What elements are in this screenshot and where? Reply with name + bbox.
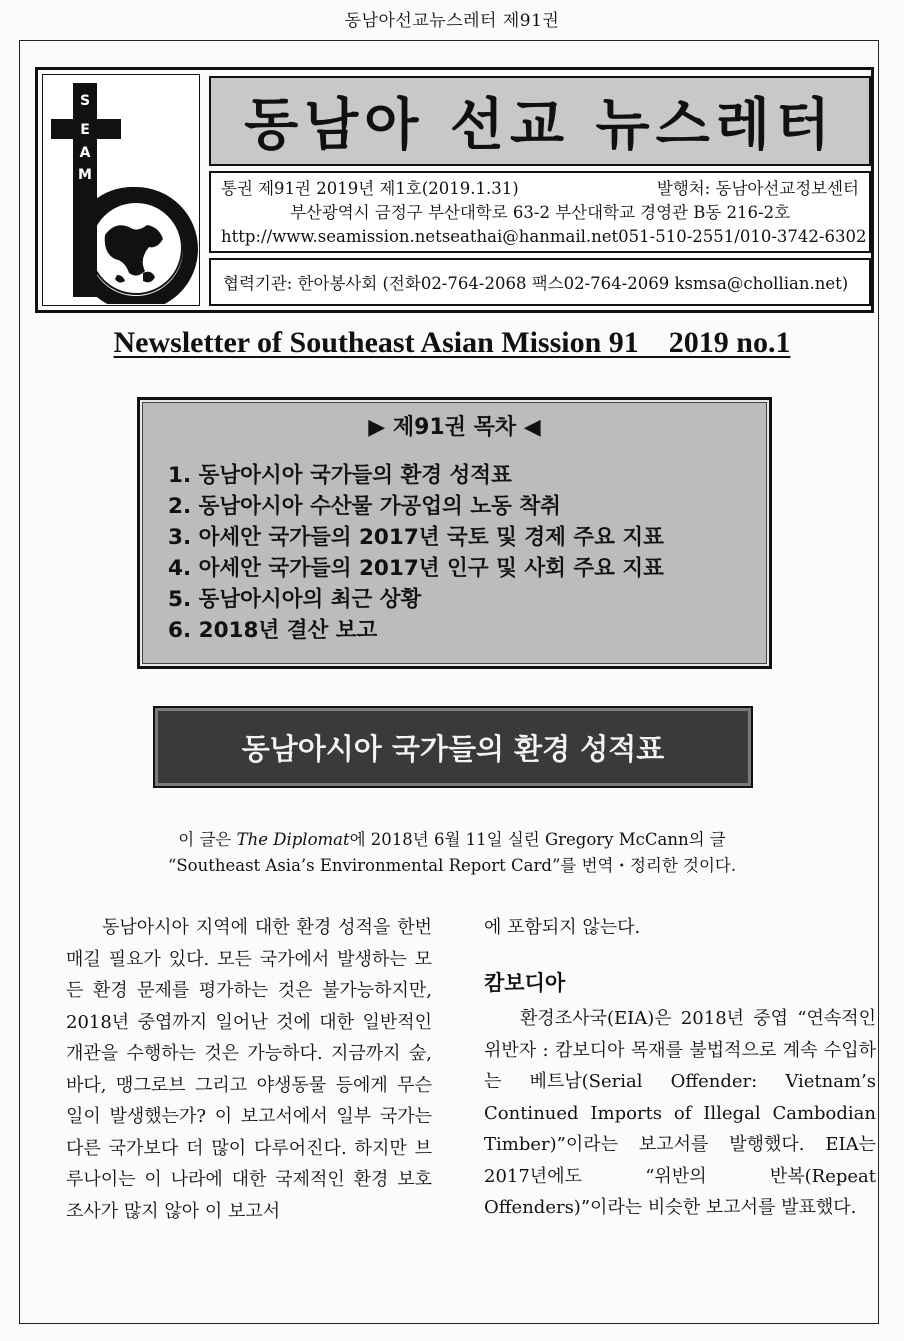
address: 부산광역시 금정구 부산대학로 63-2 부산대학교 경영관 B동 216-2호 [289, 203, 791, 222]
newsletter-title-english [0, 326, 904, 360]
email-link[interactable]: seathai@hanmail.net [441, 227, 619, 246]
intro-line-1 [0, 826, 904, 850]
toc-heading: ▶ 제91권 목차 ◀ [368, 415, 541, 440]
masthead [35, 67, 874, 313]
partner-info [209, 258, 871, 306]
toc-item: 3. 아세안 국가들의 2017년 국토 및 경제 주요 지표 [168, 525, 664, 550]
running-head: 동남아선교뉴스레터 제91권 [344, 11, 560, 31]
newsletter-title-korean: 동남아 선교 뉴스레터 [244, 93, 836, 158]
seam-logo [42, 74, 200, 306]
body-paragraph: 동남아시아 지역에 대한 환경 성적을 한번 매길 필요가 있다. 모든 국가에서 발생하는 모든 환경 문제를 평가하는 것은 불가능하지만, 2018년 중엽까지 일어난 것에 대한 일반적인 개관을 수행하는 것은 가능하다. 지금까지 숲, 바다, 맹그로브 그리고 야생동물 등에게 무슨 일이 발생했는가? 이 보고서에서 일부 국가는 다른 국가보다 더 많이 다루어진다. 하지만 브루나이는 이 나라에 대한 국제적인 환경 보호 조사가 많지 않아 이 보고서 [66, 917, 432, 1222]
intro-journal: The Diplomat [236, 830, 350, 849]
body-column-left [66, 912, 432, 1227]
toc-item: 5. 동남아시아의 최근 상황 [168, 587, 422, 612]
intro-suffix: 에 2018년 6월 11일 실린 Gregory McCann의 글 [349, 830, 726, 849]
toc-item: 1. 동남아시아 국가들의 환경 성적표 [168, 463, 512, 488]
toc-list [168, 460, 664, 646]
issue-info: 통권 제91권 2019년 제1호(2019.1.31) [221, 179, 519, 198]
section-banner [153, 706, 753, 788]
logo-letter-m: M [78, 167, 92, 183]
masthead-title-box [209, 76, 871, 166]
logo-letter-e: E [80, 122, 90, 138]
intro-line-2: “Southeast Asia’s Environmental Report Card”를 번역・정리한 것이다. [167, 856, 737, 875]
toc-item: 2. 동남아시아 수산물 가공업의 노동 착취 [168, 494, 561, 519]
cambodia-heading: 캄보디아 [484, 970, 566, 995]
intro-prefix: 이 글은 [178, 830, 237, 849]
toc-item: 4. 아세안 국가들의 2017년 인구 및 사회 주요 지표 [168, 556, 664, 581]
cambodia-paragraph: 환경조사국(EIA)은 2018년 중엽 “연속적인 위반자 : 캄보디아 목재를 불법적으로 계속 수입하는 베트남(Serial Offender: Vietnam’s Continued Imports of Illegal Cambodian Timber)”이라는 보고서를 발행했다. EIA는 2017년에도 “위반의 반복(Repeat Offenders)”이라는 비슷한 보고서를 발표했다. [484, 1008, 876, 1218]
table-of-contents [137, 397, 772, 669]
newsletter-title-english-text: Newsletter of Southeast Asian Mission 91 2019 no.1 [113, 326, 791, 359]
logo-letter-s: S [79, 93, 91, 109]
website-link[interactable]: http://www.seamission.net [221, 227, 442, 246]
toc-item: 6. 2018년 결산 보고 [168, 618, 378, 643]
body-column-right [484, 912, 876, 1224]
publication-info [209, 171, 871, 253]
phone-numbers: 051-510-2551/010-3742-6302 [618, 227, 867, 246]
seam-logo-icon [43, 75, 198, 304]
logo-letter-a: A [79, 145, 91, 161]
body-continuation: 에 포함되지 않는다. [484, 917, 641, 938]
publisher: 발행처: 동남아선교정보센터 [656, 179, 859, 198]
section-title: 동남아시아 국가들의 환경 성적표 [241, 731, 665, 766]
partner-text: 협력기관: 한아봉사회 (전화02-764-2068 팩스02-764-2069 ksmsa@chollian.net) [223, 274, 849, 293]
